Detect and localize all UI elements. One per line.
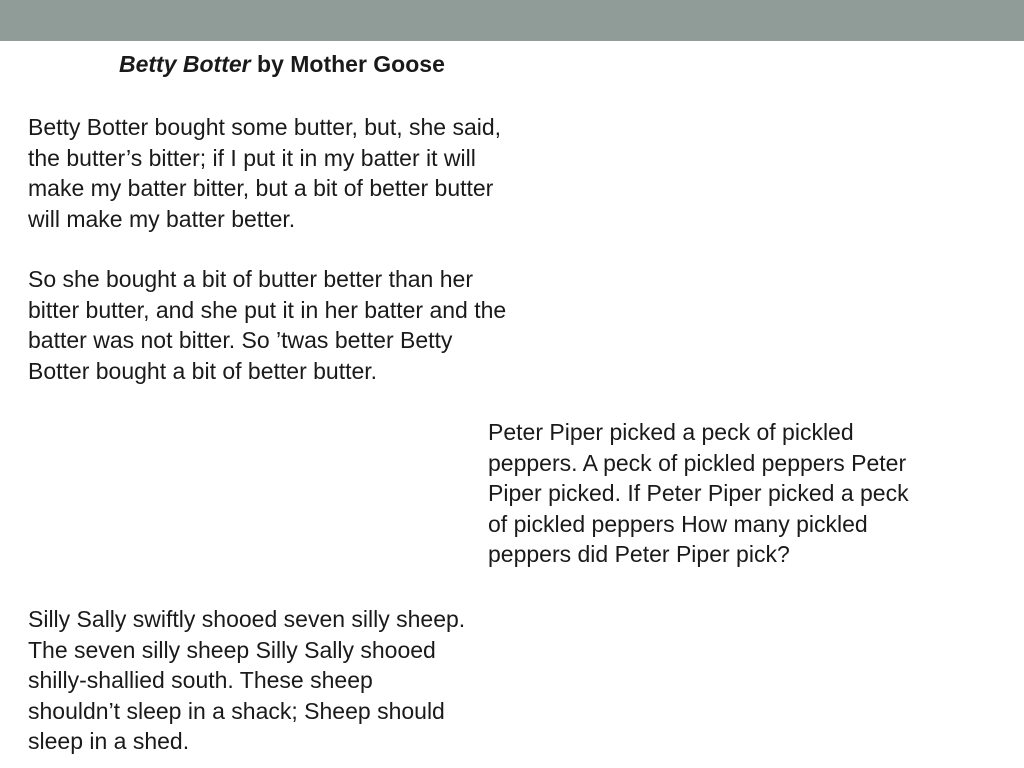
title-author: by Mother Goose — [250, 51, 445, 77]
paragraph-peter-piper: Peter Piper picked a peck of pickled peppers. A peck of pickled peppers Peter Piper picked. If Peter Piper picked a peck of pickled peppers How many pickled peppers did Peter Piper pick? — [488, 419, 909, 568]
paragraph-betty-botter-2: So she bought a bit of butter better than her bitter butter, and she put it in her batter and the batter was not bitter. So ’twas better Betty Botter bought a bit of better butter. — [28, 266, 507, 384]
page-title — [119, 50, 445, 78]
paragraph-silly-sally: Silly Sally swiftly shooed seven silly sheep. The seven silly sheep Silly Sally shooed shilly-shallied south. These sheep shouldn’t sleep in a shack; Sheep should sleep in a shed. — [28, 606, 466, 755]
title-poem-name: Betty Botter — [119, 51, 251, 77]
paragraph-betty-botter-1: Betty Botter bought some butter, but, she said, the butter’s bitter; if I put it in my batter it will make my batter bitter, but a bit of better butter will make my batter better. — [28, 114, 502, 232]
top-header-bar — [0, 0, 1024, 41]
